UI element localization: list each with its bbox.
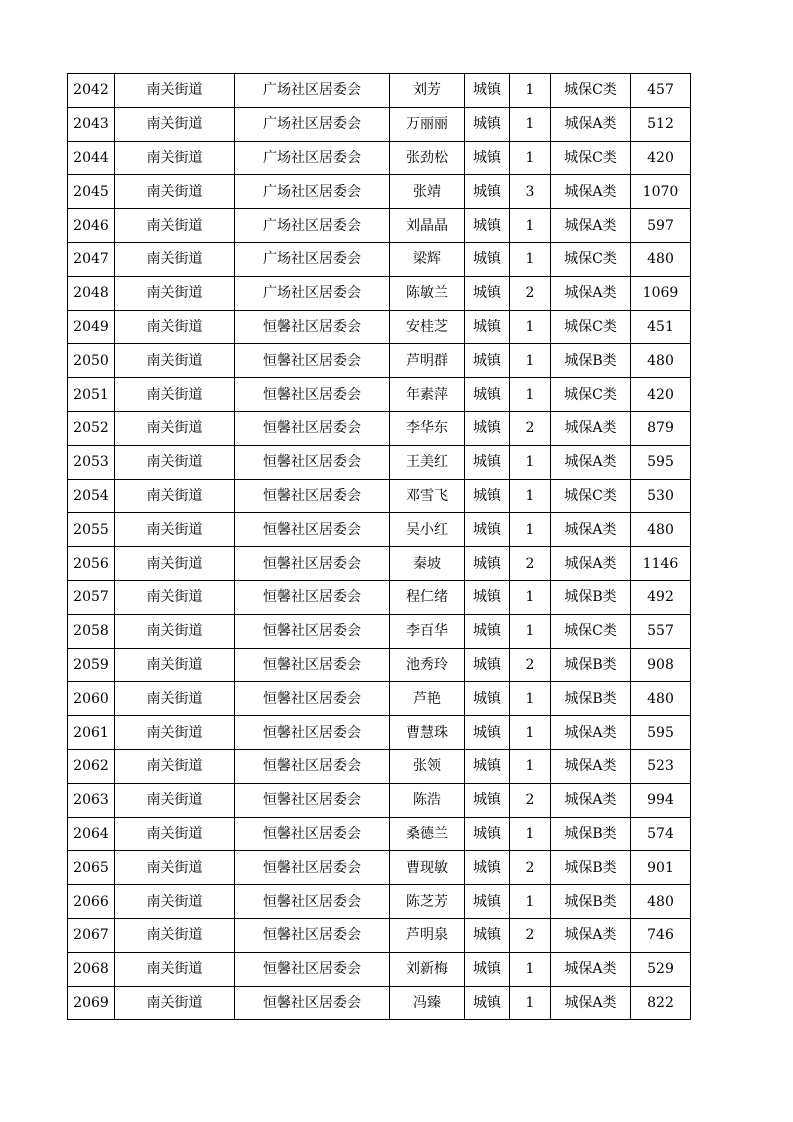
cell-amount: 480: [631, 344, 691, 378]
cell-street: 南关街道: [115, 209, 235, 243]
cell-community: 恒馨社区居委会: [235, 344, 390, 378]
cell-household-size: 1: [510, 513, 551, 547]
cell-street: 南关街道: [115, 107, 235, 141]
cell-amount: 420: [631, 141, 691, 175]
cell-name: 张领: [390, 749, 465, 783]
cell-area-type: 城镇: [465, 141, 510, 175]
cell-street: 南关街道: [115, 276, 235, 310]
cell-amount: 595: [631, 445, 691, 479]
cell-category: 城保A类: [551, 175, 631, 209]
cell-row-number: 2065: [68, 851, 115, 885]
table-row: [68, 885, 691, 919]
cell-area-type: 城镇: [465, 682, 510, 716]
cell-name: 梁辉: [390, 242, 465, 276]
cell-category: 城保C类: [551, 74, 631, 108]
cell-category: 城保A类: [551, 547, 631, 581]
table-row: [68, 378, 691, 412]
cell-street: 南关街道: [115, 817, 235, 851]
cell-community: 恒馨社区居委会: [235, 547, 390, 581]
cell-row-number: 2054: [68, 479, 115, 513]
cell-street: 南关街道: [115, 141, 235, 175]
cell-community: 广场社区居委会: [235, 141, 390, 175]
cell-category: 城保C类: [551, 141, 631, 175]
cell-row-number: 2068: [68, 952, 115, 986]
cell-category: 城保A类: [551, 783, 631, 817]
cell-household-size: 1: [510, 986, 551, 1020]
cell-amount: 557: [631, 614, 691, 648]
cell-household-size: 1: [510, 344, 551, 378]
cell-area-type: 城镇: [465, 614, 510, 648]
table-row: [68, 648, 691, 682]
cell-household-size: 1: [510, 817, 551, 851]
table-row: [68, 817, 691, 851]
cell-street: 南关街道: [115, 513, 235, 547]
cell-row-number: 2051: [68, 378, 115, 412]
cell-street: 南关街道: [115, 479, 235, 513]
cell-area-type: 城镇: [465, 378, 510, 412]
cell-area-type: 城镇: [465, 952, 510, 986]
cell-community: 广场社区居委会: [235, 74, 390, 108]
cell-category: 城保A类: [551, 918, 631, 952]
cell-category: 城保B类: [551, 851, 631, 885]
table-row: [68, 986, 691, 1020]
cell-row-number: 2047: [68, 242, 115, 276]
cell-name: 陈浩: [390, 783, 465, 817]
cell-community: 恒馨社区居委会: [235, 648, 390, 682]
cell-row-number: 2050: [68, 344, 115, 378]
table-row: [68, 445, 691, 479]
cell-community: 广场社区居委会: [235, 276, 390, 310]
cell-amount: 457: [631, 74, 691, 108]
cell-area-type: 城镇: [465, 547, 510, 581]
cell-category: 城保B类: [551, 648, 631, 682]
table-row: [68, 682, 691, 716]
cell-amount: 451: [631, 310, 691, 344]
cell-street: 南关街道: [115, 918, 235, 952]
table-row: [68, 209, 691, 243]
table-row: [68, 513, 691, 547]
table-row: [68, 614, 691, 648]
cell-amount: 994: [631, 783, 691, 817]
table-row: [68, 344, 691, 378]
cell-household-size: 3: [510, 175, 551, 209]
cell-amount: 420: [631, 378, 691, 412]
cell-community: 恒馨社区居委会: [235, 952, 390, 986]
table-row: [68, 952, 691, 986]
cell-street: 南关街道: [115, 716, 235, 750]
cell-household-size: 1: [510, 580, 551, 614]
cell-household-size: 1: [510, 242, 551, 276]
cell-street: 南关街道: [115, 547, 235, 581]
cell-community: 恒馨社区居委会: [235, 479, 390, 513]
cell-row-number: 2058: [68, 614, 115, 648]
cell-amount: 574: [631, 817, 691, 851]
cell-name: 曹现敏: [390, 851, 465, 885]
table-row: [68, 411, 691, 445]
cell-row-number: 2057: [68, 580, 115, 614]
cell-category: 城保A类: [551, 276, 631, 310]
cell-community: 广场社区居委会: [235, 209, 390, 243]
table-body: [68, 74, 691, 1020]
cell-area-type: 城镇: [465, 986, 510, 1020]
table-row: [68, 851, 691, 885]
cell-area-type: 城镇: [465, 242, 510, 276]
cell-row-number: 2046: [68, 209, 115, 243]
cell-area-type: 城镇: [465, 918, 510, 952]
cell-area-type: 城镇: [465, 885, 510, 919]
cell-street: 南关街道: [115, 310, 235, 344]
cell-community: 恒馨社区居委会: [235, 445, 390, 479]
cell-area-type: 城镇: [465, 445, 510, 479]
cell-name: 李百华: [390, 614, 465, 648]
cell-household-size: 2: [510, 648, 551, 682]
cell-area-type: 城镇: [465, 648, 510, 682]
table-row: [68, 749, 691, 783]
cell-street: 南关街道: [115, 986, 235, 1020]
cell-street: 南关街道: [115, 783, 235, 817]
cell-street: 南关街道: [115, 378, 235, 412]
cell-area-type: 城镇: [465, 107, 510, 141]
cell-category: 城保A类: [551, 952, 631, 986]
cell-name: 万丽丽: [390, 107, 465, 141]
cell-name: 安桂芝: [390, 310, 465, 344]
cell-household-size: 1: [510, 885, 551, 919]
cell-area-type: 城镇: [465, 344, 510, 378]
cell-community: 恒馨社区居委会: [235, 817, 390, 851]
cell-row-number: 2044: [68, 141, 115, 175]
cell-name: 年素萍: [390, 378, 465, 412]
cell-amount: 492: [631, 580, 691, 614]
cell-household-size: 1: [510, 445, 551, 479]
cell-category: 城保A类: [551, 107, 631, 141]
cell-area-type: 城镇: [465, 580, 510, 614]
cell-row-number: 2060: [68, 682, 115, 716]
cell-category: 城保A类: [551, 411, 631, 445]
cell-street: 南关街道: [115, 74, 235, 108]
cell-row-number: 2064: [68, 817, 115, 851]
cell-amount: 523: [631, 749, 691, 783]
cell-category: 城保B类: [551, 885, 631, 919]
table-row: [68, 310, 691, 344]
cell-household-size: 1: [510, 952, 551, 986]
cell-category: 城保A类: [551, 986, 631, 1020]
cell-area-type: 城镇: [465, 175, 510, 209]
cell-row-number: 2069: [68, 986, 115, 1020]
cell-street: 南关街道: [115, 175, 235, 209]
cell-name: 陈敏兰: [390, 276, 465, 310]
cell-amount: 512: [631, 107, 691, 141]
cell-name: 芦艳: [390, 682, 465, 716]
cell-household-size: 1: [510, 74, 551, 108]
cell-row-number: 2043: [68, 107, 115, 141]
table-row: [68, 918, 691, 952]
cell-area-type: 城镇: [465, 749, 510, 783]
cell-amount: 530: [631, 479, 691, 513]
cell-area-type: 城镇: [465, 716, 510, 750]
cell-area-type: 城镇: [465, 783, 510, 817]
cell-category: 城保A类: [551, 749, 631, 783]
cell-amount: 595: [631, 716, 691, 750]
cell-name: 程仁绪: [390, 580, 465, 614]
cell-street: 南关街道: [115, 580, 235, 614]
cell-name: 吴小红: [390, 513, 465, 547]
table-row: [68, 547, 691, 581]
cell-category: 城保A类: [551, 209, 631, 243]
cell-community: 恒馨社区居委会: [235, 885, 390, 919]
cell-category: 城保C类: [551, 614, 631, 648]
cell-community: 恒馨社区居委会: [235, 580, 390, 614]
cell-street: 南关街道: [115, 648, 235, 682]
cell-amount: 597: [631, 209, 691, 243]
cell-row-number: 2067: [68, 918, 115, 952]
cell-area-type: 城镇: [465, 851, 510, 885]
cell-household-size: 1: [510, 749, 551, 783]
cell-area-type: 城镇: [465, 513, 510, 547]
table-row: [68, 276, 691, 310]
cell-area-type: 城镇: [465, 276, 510, 310]
cell-street: 南关街道: [115, 445, 235, 479]
cell-name: 池秀玲: [390, 648, 465, 682]
table-row: [68, 580, 691, 614]
cell-amount: 1146: [631, 547, 691, 581]
cell-household-size: 1: [510, 614, 551, 648]
cell-community: 恒馨社区居委会: [235, 716, 390, 750]
cell-area-type: 城镇: [465, 479, 510, 513]
cell-area-type: 城镇: [465, 817, 510, 851]
cell-row-number: 2042: [68, 74, 115, 108]
cell-name: 王美红: [390, 445, 465, 479]
cell-name: 刘新梅: [390, 952, 465, 986]
cell-name: 张劲松: [390, 141, 465, 175]
cell-household-size: 2: [510, 276, 551, 310]
cell-household-size: 2: [510, 918, 551, 952]
data-table: [67, 73, 691, 1020]
cell-name: 芦明泉: [390, 918, 465, 952]
cell-street: 南关街道: [115, 344, 235, 378]
cell-household-size: 1: [510, 716, 551, 750]
cell-amount: 822: [631, 986, 691, 1020]
cell-community: 恒馨社区居委会: [235, 513, 390, 547]
cell-name: 邓雪飞: [390, 479, 465, 513]
cell-amount: 480: [631, 513, 691, 547]
cell-amount: 480: [631, 242, 691, 276]
cell-household-size: 1: [510, 107, 551, 141]
table-row: [68, 175, 691, 209]
cell-amount: 901: [631, 851, 691, 885]
cell-area-type: 城镇: [465, 411, 510, 445]
cell-amount: 529: [631, 952, 691, 986]
cell-amount: 879: [631, 411, 691, 445]
cell-row-number: 2049: [68, 310, 115, 344]
cell-row-number: 2061: [68, 716, 115, 750]
cell-community: 广场社区居委会: [235, 242, 390, 276]
cell-category: 城保C类: [551, 479, 631, 513]
cell-community: 恒馨社区居委会: [235, 986, 390, 1020]
cell-household-size: 2: [510, 547, 551, 581]
cell-household-size: 2: [510, 851, 551, 885]
cell-category: 城保B类: [551, 580, 631, 614]
cell-amount: 480: [631, 885, 691, 919]
table-row: [68, 479, 691, 513]
table-row: [68, 242, 691, 276]
cell-community: 恒馨社区居委会: [235, 378, 390, 412]
table-row: [68, 74, 691, 108]
cell-community: 恒馨社区居委会: [235, 310, 390, 344]
cell-street: 南关街道: [115, 411, 235, 445]
cell-name: 刘芳: [390, 74, 465, 108]
cell-category: 城保C类: [551, 310, 631, 344]
cell-name: 陈芝芳: [390, 885, 465, 919]
cell-household-size: 1: [510, 378, 551, 412]
cell-category: 城保B类: [551, 817, 631, 851]
cell-community: 恒馨社区居委会: [235, 749, 390, 783]
cell-household-size: 2: [510, 411, 551, 445]
cell-community: 广场社区居委会: [235, 107, 390, 141]
cell-category: 城保B类: [551, 682, 631, 716]
table-row: [68, 107, 691, 141]
cell-category: 城保C类: [551, 378, 631, 412]
table-row: [68, 141, 691, 175]
cell-row-number: 2062: [68, 749, 115, 783]
cell-row-number: 2052: [68, 411, 115, 445]
cell-community: 恒馨社区居委会: [235, 682, 390, 716]
cell-community: 恒馨社区居委会: [235, 851, 390, 885]
cell-area-type: 城镇: [465, 310, 510, 344]
cell-street: 南关街道: [115, 614, 235, 648]
cell-area-type: 城镇: [465, 209, 510, 243]
cell-name: 桑德兰: [390, 817, 465, 851]
cell-household-size: 2: [510, 783, 551, 817]
cell-amount: 480: [631, 682, 691, 716]
cell-row-number: 2048: [68, 276, 115, 310]
table-row: [68, 783, 691, 817]
cell-street: 南关街道: [115, 851, 235, 885]
cell-household-size: 1: [510, 682, 551, 716]
cell-name: 李华东: [390, 411, 465, 445]
cell-amount: 746: [631, 918, 691, 952]
cell-community: 恒馨社区居委会: [235, 614, 390, 648]
cell-community: 恒馨社区居委会: [235, 918, 390, 952]
cell-household-size: 1: [510, 209, 551, 243]
cell-category: 城保A类: [551, 513, 631, 547]
cell-row-number: 2053: [68, 445, 115, 479]
cell-amount: 1070: [631, 175, 691, 209]
cell-street: 南关街道: [115, 885, 235, 919]
cell-household-size: 1: [510, 141, 551, 175]
cell-name: 冯臻: [390, 986, 465, 1020]
cell-category: 城保A类: [551, 716, 631, 750]
cell-street: 南关街道: [115, 952, 235, 986]
cell-area-type: 城镇: [465, 74, 510, 108]
cell-row-number: 2045: [68, 175, 115, 209]
cell-category: 城保C类: [551, 242, 631, 276]
cell-community: 恒馨社区居委会: [235, 411, 390, 445]
cell-category: 城保B类: [551, 344, 631, 378]
cell-row-number: 2059: [68, 648, 115, 682]
cell-amount: 1069: [631, 276, 691, 310]
cell-community: 恒馨社区居委会: [235, 783, 390, 817]
cell-row-number: 2055: [68, 513, 115, 547]
cell-name: 芦明群: [390, 344, 465, 378]
cell-row-number: 2056: [68, 547, 115, 581]
cell-name: 张靖: [390, 175, 465, 209]
cell-name: 秦坡: [390, 547, 465, 581]
cell-household-size: 1: [510, 310, 551, 344]
cell-household-size: 1: [510, 479, 551, 513]
cell-name: 曹慧珠: [390, 716, 465, 750]
cell-name: 刘晶晶: [390, 209, 465, 243]
cell-community: 广场社区居委会: [235, 175, 390, 209]
cell-row-number: 2063: [68, 783, 115, 817]
cell-row-number: 2066: [68, 885, 115, 919]
cell-category: 城保A类: [551, 445, 631, 479]
cell-street: 南关街道: [115, 242, 235, 276]
table-row: [68, 716, 691, 750]
cell-street: 南关街道: [115, 682, 235, 716]
cell-amount: 908: [631, 648, 691, 682]
cell-street: 南关街道: [115, 749, 235, 783]
